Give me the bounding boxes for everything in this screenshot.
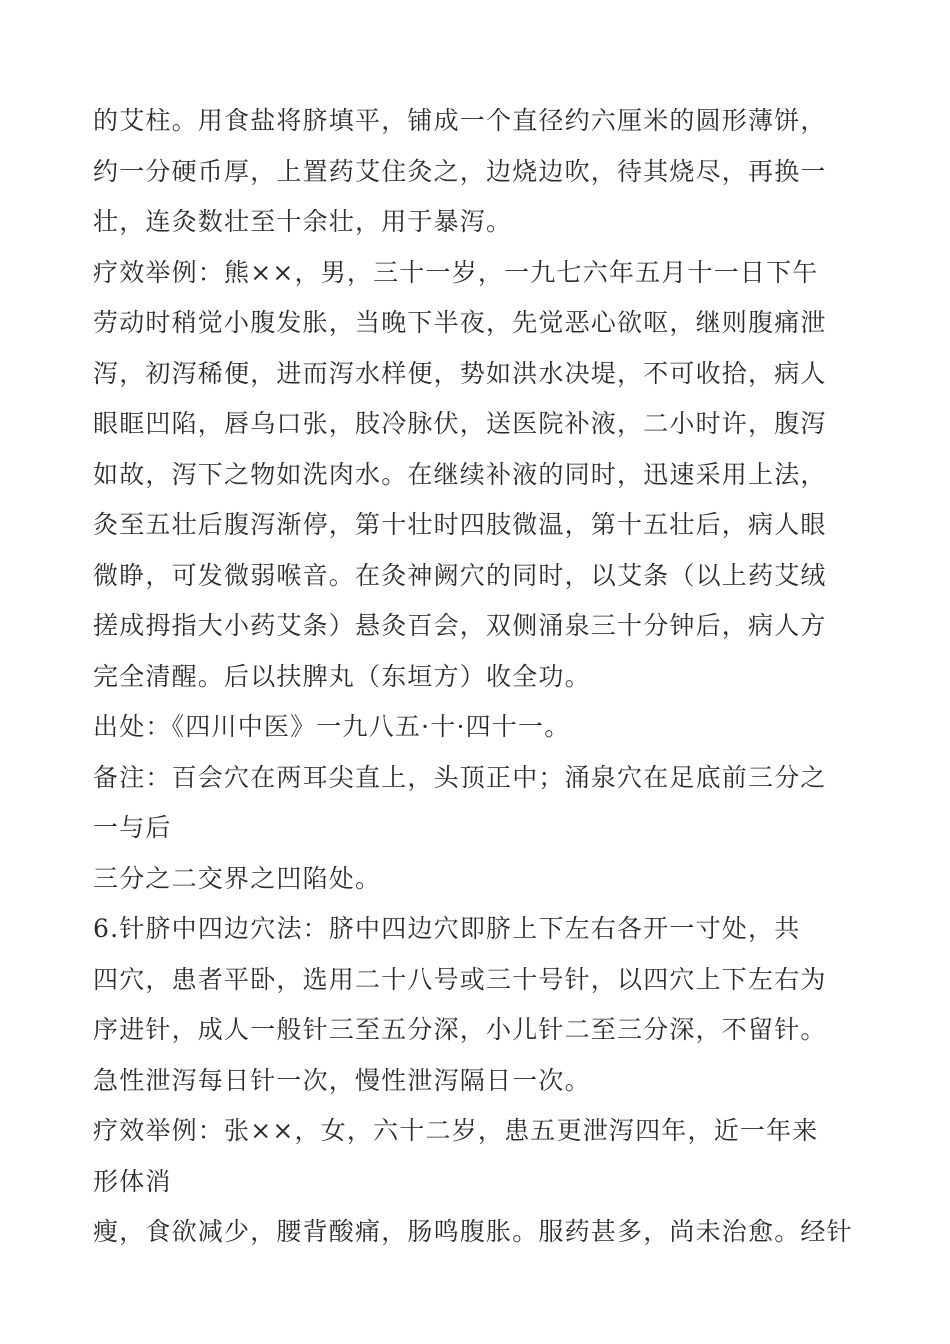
text-line: 完全清醒。后以扶脾丸（东垣方）收全功。 (93, 661, 591, 691)
text-line: 劳动时稍觉小腹发胀，当晚下半夜，先觉恶心欲呕，继则腹痛泄 (93, 308, 827, 337)
text-line: 三分之二交界之凹陷处。 (93, 863, 382, 893)
text-line: 急性泄泻每日针一次，慢性泄泻隔日一次。 (93, 1065, 591, 1095)
text-line: 形体消 (93, 1166, 172, 1196)
note-line: 备注：百会穴在两耳尖直上，头顶正中；涌泉穴在足底前三分之 (93, 762, 827, 792)
case-example-heading-line: 疗效举例：张××，女，六十二岁，患五更泄泻四年，近一年来 (93, 1116, 819, 1145)
text-line: 的艾柱。用食盐将脐填平，铺成一个直径约六厘米的圆形薄饼， (93, 106, 827, 135)
text-line: 眼眶凹陷，唇乌口张，肢冷脉伏，送医院补液，二小时许，腹泻 (93, 409, 827, 438)
text-line: 如故，泻下之物如洗肉水。在继续补液的同时，迅速采用上法， (93, 459, 827, 489)
text-line: 约一分硬币厚，上置药艾住灸之，边烧边吹，待其烧尽，再换一 (93, 156, 827, 186)
text-line: 一与后 (93, 813, 172, 842)
text-line: 瘦，食欲减少，腰背酸痛，肠鸣腹胀。服药甚多，尚未治愈。经针 (93, 1217, 853, 1246)
source-line: 出处：《四川中医》一九八五·十·四十一。 (93, 712, 571, 741)
text-line: 壮，连灸数壮至十余壮，用于暴泻。 (93, 207, 513, 236)
text-line: 微睁，可发微弱喉音。在灸神阙穴的同时，以艾条（以上药艾绒 (93, 560, 827, 590)
case-example-heading-line: 疗效举例：熊××，男，三十一岁，一九七六年五月十一日下午 (93, 257, 819, 287)
text-line: 泻，初泻稀便，进而泻水样便，势如洪水决堤，不可收拾，病人 (93, 358, 827, 388)
text-line: 四穴，患者平卧，选用二十八号或三十号针，以四穴上下左右为 (93, 964, 827, 994)
text-line: 搓成拇指大小药艾条）悬灸百会，双侧涌泉三十分钟后，病人方 (93, 611, 827, 640)
text-line: 序进针，成人一般针三至五分深，小儿针二至三分深，不留针。 (93, 1015, 827, 1044)
method-heading-line: 6.针脐中四边穴法：脐中四边穴即脐上下左右各开一寸处，共 (93, 914, 801, 943)
text-line: 灸至五壮后腹泻渐停，第十壮时四肢微温，第十五壮后，病人眼 (93, 510, 827, 539)
document-page (93, 96, 865, 1258)
